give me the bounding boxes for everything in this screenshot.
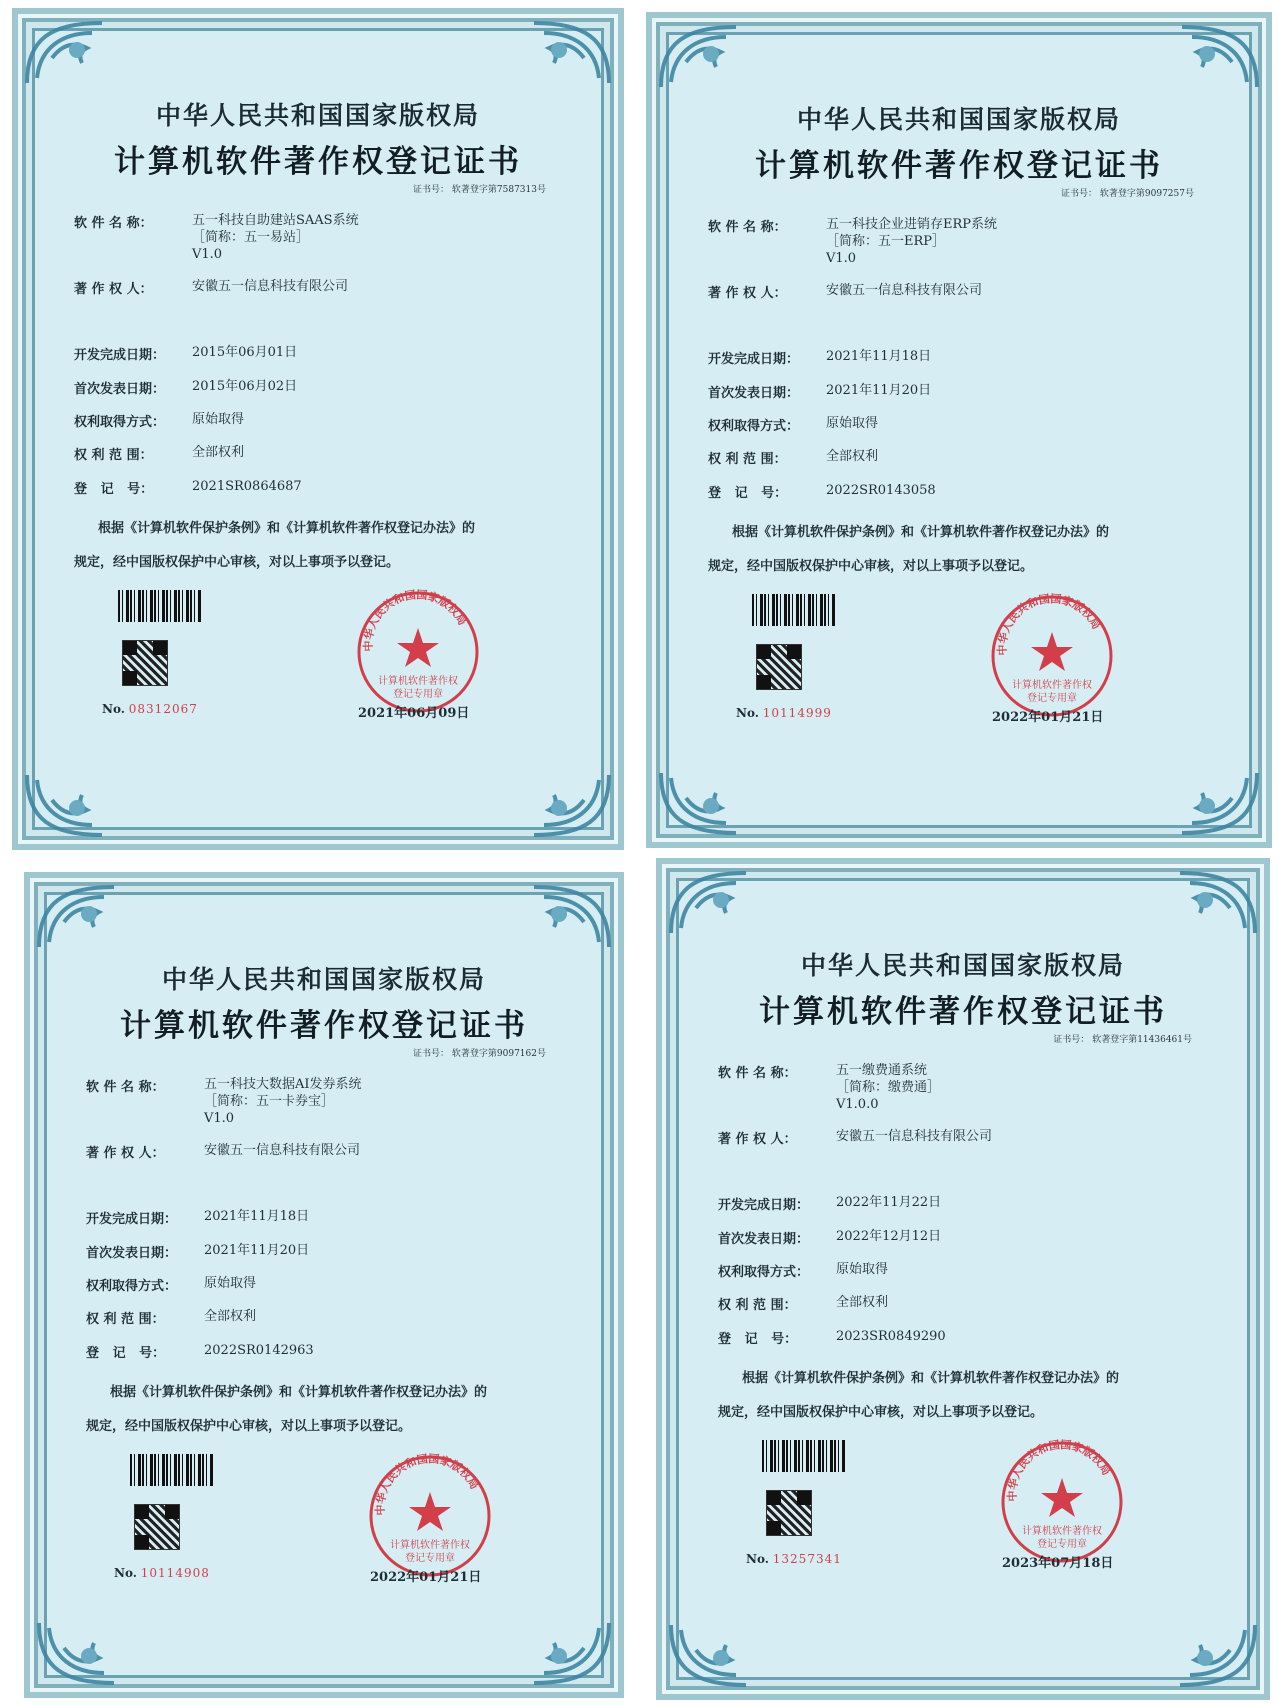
registration-number-value: 2022SR0142963 bbox=[204, 1343, 314, 1358]
owner-label: 著 作 权 人： bbox=[86, 1146, 165, 1161]
certificate-4 bbox=[656, 858, 1270, 1700]
acquisition-method-label: 权利取得方式： bbox=[86, 1279, 178, 1294]
seal-line-2: 登记专用章 bbox=[1037, 1539, 1087, 1550]
certificate-1 bbox=[12, 8, 624, 850]
acquisition-method-label: 权利取得方式： bbox=[74, 415, 166, 430]
legal-basis-line-2: 规定，经中国版权保护中心审核，对以上事项予以登记。 bbox=[718, 1405, 1044, 1420]
certificate-number bbox=[413, 1046, 546, 1059]
rights-scope-field bbox=[718, 1294, 888, 1313]
software-version: V1.0 bbox=[204, 1111, 235, 1126]
serial-number bbox=[746, 1552, 842, 1566]
pub-date-field bbox=[74, 378, 297, 397]
software-name-value: 五一科技自助建站SAAS系统 bbox=[192, 213, 359, 228]
pub-date-label: 首次发表日期： bbox=[86, 1246, 178, 1261]
certificate-number-value: 软著登字第11436461号 bbox=[1092, 1035, 1192, 1045]
owner-field bbox=[708, 282, 982, 301]
rights-scope-value: 全部权利 bbox=[836, 1295, 889, 1310]
acquisition-method-value: 原始取得 bbox=[826, 416, 879, 431]
software-name-label: 软 件 名 称： bbox=[74, 216, 153, 231]
pub-date-field bbox=[86, 1242, 309, 1261]
serial-number-label: No. bbox=[102, 702, 125, 716]
certificate-title: 计算机软件著作权登记证书 bbox=[759, 994, 1167, 1030]
pub-date-value: 2022年12月12日 bbox=[836, 1229, 942, 1244]
acquisition-method-value: 原始取得 bbox=[836, 1262, 889, 1277]
dev-date-label: 开发完成日期： bbox=[86, 1212, 178, 1227]
legal-basis-line-2: 规定，经中国版权保护中心审核，对以上事项予以登记。 bbox=[74, 555, 400, 570]
pub-date-value: 2021年11月20日 bbox=[204, 1243, 310, 1258]
pub-date-value: 2015年06月02日 bbox=[192, 379, 298, 394]
ornament-corner-icon bbox=[494, 18, 614, 88]
rights-scope-value: 全部权利 bbox=[826, 449, 879, 464]
dev-date-value: 2015年06月01日 bbox=[192, 345, 298, 360]
owner-label: 著 作 权 人： bbox=[708, 286, 787, 301]
acquisition-method-value: 原始取得 bbox=[192, 412, 245, 427]
software-short-name: ［简称：五一易站］ bbox=[192, 230, 310, 245]
certificate-3 bbox=[24, 872, 624, 1698]
certificate-number-label: 证书号： bbox=[1053, 1035, 1090, 1045]
serial-number-value: 08312067 bbox=[128, 702, 198, 716]
certificate-number-value: 软著登字第7587313号 bbox=[451, 185, 546, 195]
dev-date-label: 开发完成日期： bbox=[708, 352, 800, 367]
legal-basis-line-1: 根据《计算机软件保护条例》和《计算机软件著作权登记办法》的 bbox=[742, 1371, 1120, 1386]
rights-scope-value: 全部权利 bbox=[192, 445, 245, 460]
certificate-title: 计算机软件著作权登记证书 bbox=[120, 1008, 528, 1044]
acquisition-method-field bbox=[708, 415, 878, 434]
certificate-number-value: 软著登字第9097257号 bbox=[1099, 189, 1194, 199]
pub-date-label: 首次发表日期： bbox=[74, 382, 166, 397]
certificate-title: 计算机软件著作权登记证书 bbox=[755, 148, 1163, 184]
ornament-corner-icon bbox=[22, 770, 142, 840]
certificate-2 bbox=[646, 12, 1272, 848]
pub-date-field bbox=[718, 1228, 941, 1247]
serial-number bbox=[102, 702, 198, 716]
issue-date: 2021年06月09日 bbox=[358, 706, 470, 721]
software-name-value: 五一缴费通系统 bbox=[836, 1063, 928, 1078]
star-icon bbox=[397, 628, 439, 667]
serial-number bbox=[114, 1566, 210, 1580]
barcode bbox=[130, 1454, 214, 1486]
seal-arc-text: 中华人民共和国国家版权局 bbox=[995, 592, 1104, 656]
software-short-name: ［简称：五一ERP］ bbox=[826, 234, 946, 249]
serial-number-value: 10114908 bbox=[140, 1566, 210, 1580]
certificate-number-label: 证书号： bbox=[1061, 189, 1098, 199]
registration-number-value: 2021SR0864687 bbox=[192, 479, 302, 494]
issue-date: 2022年01月21日 bbox=[370, 1570, 482, 1585]
acquisition-method-label: 权利取得方式： bbox=[708, 419, 800, 434]
software-version: V1.0 bbox=[826, 251, 857, 266]
software-name-field bbox=[708, 216, 997, 267]
certificate-number bbox=[413, 182, 546, 195]
dev-date-label: 开发完成日期： bbox=[718, 1198, 810, 1213]
official-seal bbox=[998, 1438, 1126, 1566]
registration-number-label: 登 记 号： bbox=[74, 482, 154, 497]
issuing-authority: 中华人民共和国国家版权局 bbox=[800, 951, 1125, 980]
pub-date-value: 2021年11月20日 bbox=[826, 383, 932, 398]
registration-number-label: 登 记 号： bbox=[718, 1332, 798, 1347]
serial-number bbox=[736, 706, 832, 720]
software-name-label: 软 件 名 称： bbox=[718, 1066, 797, 1081]
rights-scope-value: 全部权利 bbox=[204, 1309, 257, 1324]
qr-code bbox=[756, 644, 802, 690]
seal-line-1: 计算机软件著作权 bbox=[390, 1540, 470, 1551]
acquisition-method-value: 原始取得 bbox=[204, 1276, 257, 1291]
acquisition-method-label: 权利取得方式： bbox=[718, 1265, 810, 1280]
owner-value: 安徽五一信息科技有限公司 bbox=[836, 1129, 993, 1144]
owner-label: 著 作 权 人： bbox=[718, 1132, 797, 1147]
official-seal bbox=[354, 588, 482, 716]
registration-number-label: 登 记 号： bbox=[86, 1346, 166, 1361]
seal-line-1: 计算机软件著作权 bbox=[1022, 1526, 1102, 1537]
issuing-authority: 中华人民共和国国家版权局 bbox=[161, 965, 486, 994]
seal-arc-text: 中华人民共和国国家版权局 bbox=[373, 1452, 482, 1516]
ornament-corner-icon bbox=[494, 770, 614, 840]
certificate-title: 计算机软件著作权登记证书 bbox=[114, 144, 522, 180]
ornament-corner-icon bbox=[666, 868, 786, 938]
dev-date-field bbox=[86, 1208, 309, 1227]
ornament-corner-icon bbox=[1140, 868, 1260, 938]
ornament-corner-icon bbox=[494, 1618, 614, 1688]
legal-basis-line-2: 规定，经中国版权保护中心审核，对以上事项予以登记。 bbox=[86, 1419, 412, 1434]
software-name-field bbox=[86, 1076, 362, 1127]
registration-number-field bbox=[708, 482, 936, 501]
ornament-corner-icon bbox=[666, 1620, 786, 1690]
registration-number-label: 登 记 号： bbox=[708, 486, 788, 501]
official-seal bbox=[366, 1452, 494, 1580]
certificate-number-label: 证书号： bbox=[413, 1049, 450, 1059]
seal-line-2: 登记专用章 bbox=[393, 689, 443, 700]
owner-value: 安徽五一信息科技有限公司 bbox=[204, 1143, 361, 1158]
serial-number-label: No. bbox=[746, 1552, 769, 1566]
pub-date-label: 首次发表日期： bbox=[708, 386, 800, 401]
pub-date-label: 首次发表日期： bbox=[718, 1232, 810, 1247]
issuing-authority: 中华人民共和国国家版权局 bbox=[155, 101, 480, 130]
barcode bbox=[762, 1440, 846, 1472]
issuing-authority: 中华人民共和国国家版权局 bbox=[796, 105, 1121, 134]
issue-date: 2022年01月21日 bbox=[992, 710, 1104, 725]
owner-label: 著 作 权 人： bbox=[74, 282, 153, 297]
seal-line-2: 登记专用章 bbox=[1027, 693, 1077, 704]
legal-basis-line-2: 规定，经中国版权保护中心审核，对以上事项予以登记。 bbox=[708, 559, 1034, 574]
legal-basis-line-1: 根据《计算机软件保护条例》和《计算机软件著作权登记办法》的 bbox=[110, 1385, 488, 1400]
serial-number-value: 10114999 bbox=[762, 706, 832, 720]
software-name-value: 五一科技企业进销存ERP系统 bbox=[826, 217, 998, 232]
serial-number-label: No. bbox=[736, 706, 759, 720]
owner-value: 安徽五一信息科技有限公司 bbox=[192, 279, 349, 294]
certificate-number bbox=[1061, 186, 1194, 199]
barcode bbox=[752, 594, 836, 626]
certificate-number-label: 证书号： bbox=[413, 185, 450, 195]
qr-code bbox=[766, 1490, 812, 1536]
ornament-corner-icon bbox=[34, 1618, 154, 1688]
star-icon bbox=[1031, 632, 1073, 671]
official-seal bbox=[988, 592, 1116, 720]
star-icon bbox=[409, 1492, 451, 1531]
rights-scope-field bbox=[708, 448, 878, 467]
owner-field bbox=[86, 1142, 360, 1161]
rights-scope-field bbox=[86, 1308, 256, 1327]
seal-line-1: 计算机软件著作权 bbox=[1012, 680, 1092, 691]
software-short-name: ［简称：缴费通］ bbox=[836, 1080, 941, 1095]
ornament-corner-icon bbox=[22, 18, 142, 88]
dev-date-field bbox=[74, 344, 297, 363]
software-name-field bbox=[74, 212, 359, 263]
software-name-label: 软 件 名 称： bbox=[708, 220, 787, 235]
ornament-corner-icon bbox=[1142, 22, 1262, 92]
rights-scope-label: 权 利 范 围： bbox=[74, 448, 153, 463]
rights-scope-field bbox=[74, 444, 244, 463]
seal-line-1: 计算机软件著作权 bbox=[378, 676, 458, 687]
acquisition-method-field bbox=[718, 1261, 888, 1280]
software-name-field bbox=[718, 1062, 940, 1113]
software-short-name: ［简称：五一卡券宝］ bbox=[204, 1094, 335, 1109]
registration-number-field bbox=[74, 478, 302, 497]
star-icon bbox=[1041, 1478, 1083, 1517]
registration-number-field bbox=[86, 1342, 314, 1361]
ornament-corner-icon bbox=[656, 22, 776, 92]
dev-date-value: 2021年11月18日 bbox=[826, 349, 932, 364]
software-version: V1.0.0 bbox=[836, 1097, 879, 1112]
certificate-number bbox=[1053, 1032, 1192, 1045]
seal-arc-text: 中华人民共和国国家版权局 bbox=[1005, 1438, 1114, 1502]
serial-number-label: No. bbox=[114, 1566, 137, 1580]
ornament-corner-icon bbox=[494, 882, 614, 952]
dev-date-value: 2022年11月22日 bbox=[836, 1195, 942, 1210]
acquisition-method-field bbox=[74, 411, 244, 430]
pub-date-field bbox=[708, 382, 931, 401]
legal-basis-line-1: 根据《计算机软件保护条例》和《计算机软件著作权登记办法》的 bbox=[732, 525, 1110, 540]
rights-scope-label: 权 利 范 围： bbox=[708, 452, 787, 467]
owner-field bbox=[718, 1128, 992, 1147]
ornament-corner-icon bbox=[656, 768, 776, 838]
qr-code bbox=[122, 640, 168, 686]
registration-number-field bbox=[718, 1328, 946, 1347]
barcode bbox=[118, 590, 202, 622]
legal-basis-line-1: 根据《计算机软件保护条例》和《计算机软件著作权登记办法》的 bbox=[98, 521, 476, 536]
software-version: V1.0 bbox=[192, 247, 223, 262]
seal-arc-text: 中华人民共和国国家版权局 bbox=[361, 588, 470, 652]
ornament-corner-icon bbox=[34, 882, 154, 952]
rights-scope-label: 权 利 范 围： bbox=[86, 1312, 165, 1327]
software-name-value: 五一科技大数据AI发券系统 bbox=[204, 1077, 362, 1092]
owner-field bbox=[74, 278, 348, 297]
qr-code bbox=[134, 1504, 180, 1550]
dev-date-field bbox=[718, 1194, 941, 1213]
issue-date: 2023年07月18日 bbox=[1002, 1556, 1114, 1571]
registration-number-value: 2023SR0849290 bbox=[836, 1329, 946, 1344]
registration-number-value: 2022SR0143058 bbox=[826, 483, 936, 498]
ornament-corner-icon bbox=[1140, 1620, 1260, 1690]
dev-date-field bbox=[708, 348, 931, 367]
owner-value: 安徽五一信息科技有限公司 bbox=[826, 283, 983, 298]
software-name-label: 软 件 名 称： bbox=[86, 1080, 165, 1095]
acquisition-method-field bbox=[86, 1275, 256, 1294]
dev-date-label: 开发完成日期： bbox=[74, 348, 166, 363]
ornament-corner-icon bbox=[1142, 768, 1262, 838]
certificate-number-value: 软著登字第9097162号 bbox=[451, 1049, 546, 1059]
serial-number-value: 13257341 bbox=[772, 1552, 842, 1566]
seal-line-2: 登记专用章 bbox=[405, 1553, 455, 1564]
dev-date-value: 2021年11月18日 bbox=[204, 1209, 310, 1224]
rights-scope-label: 权 利 范 围： bbox=[718, 1298, 797, 1313]
